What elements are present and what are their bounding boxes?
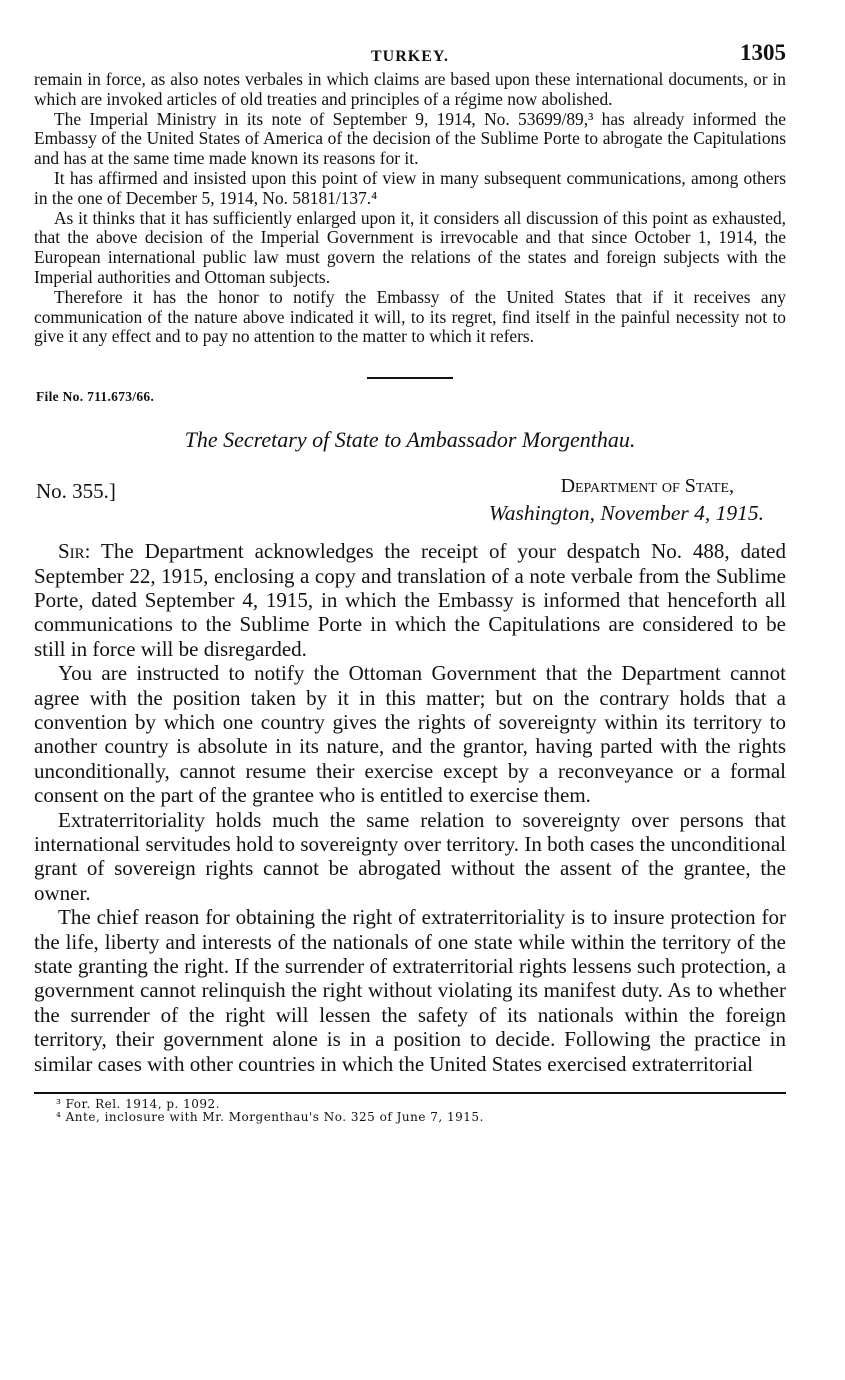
upper-text-block xyxy=(34,70,786,347)
section-divider xyxy=(367,377,453,379)
page-header xyxy=(34,36,786,70)
paragraph xyxy=(34,539,786,661)
paragraph-text: The Department acknowledges the receipt of your despatch No. 488, dated September 22, 1915, enclosing a copy and translation of a note verbale from the Sublime Porte, dated September 4, 1915, in which the Embassy is informed that henceforth all communications to the Sublime Porte in which the Capitulations are considered to be still in force will be disregarded. xyxy=(34,539,787,661)
footnotes xyxy=(34,1098,786,1124)
salutation: Sir: xyxy=(58,539,91,564)
dateline xyxy=(34,475,786,537)
footnote-divider xyxy=(34,1092,786,1094)
document-number: No. 355.] xyxy=(36,479,116,504)
paragraph: The chief reason for obtaining the right of extraterritoriality is to insure protection for the life, liberty and interests of the nationals of one state while within the territory of the state granting the right. If the surrender of extraterritorial rights lessens such protection, a government cannot relinquish the right without violating its manifest duty. As to whether the surrender of the right will lessen the safety of its nationals within the foreign territory, their government alone is in a position to decide. Following the practice in similar cases with other countries in which the United States exercised extraterritorial xyxy=(34,905,786,1076)
paragraph: remain in force, as also notes verbales in which claims are based upon these international documents, or in which are invoked articles of old treaties and principles of a régime now abolished. xyxy=(34,69,786,109)
document-title: The Secretary of State to Ambassador Morgenthau. xyxy=(184,427,636,453)
paragraph: Extraterritoriality holds much the same relation to sovereignty over persons that international servitudes hold to sovereignty over territory. In both cases the unconditional grant of sovereign rights cannot be abrogated without the assent of the grantee, the owner. xyxy=(34,807,786,905)
department-name: Department of State, xyxy=(560,475,734,498)
paragraph: The Imperial Ministry in its note of September 9, 1914, No. 53699/89,³ has already informed the Embassy of the United States of America of the decision of the Sublime Porte to abrogate the Capitulations and has at the same time made known its reasons for it. xyxy=(34,108,786,169)
letter-body xyxy=(34,539,786,1076)
paragraph: It has affirmed and insisted upon this point of view in many subsequent communications, among others in the one of December 5, 1914, No. 58181/137.⁴ xyxy=(34,167,786,208)
paragraph: Therefore it has the honor to notify the Embassy of the United States that if it receives any communication of the nature above indicated it will, to its regret, find itself in the painful necessity not to give it any effect and to pay no attention to the matter to which it refers. xyxy=(34,286,786,347)
footnote: ³ For. Rel. 1914, p. 1092. xyxy=(56,1097,221,1112)
document-page xyxy=(34,36,786,1124)
footnote: ⁴ Ante, inclosure with Mr. Morgenthau's No. 325 of June 7, 1915. xyxy=(56,1110,484,1125)
page-number: 1305 xyxy=(740,40,786,65)
paragraph: You are instructed to notify the Ottoman Government that the Department cannot agree with the position taken by it in this matter; but on the contrary holds that a convention by which one country gives the rights of sovereignty within its territory to another country is absolute in its nature, and the grantor, having parted with the rights unconditionally, cannot resume their exercise except by a reconveyance or a formal consent on the part of the grantee who is entitled to exercise them. xyxy=(34,661,786,808)
place-and-date: Washington, November 4, 1915. xyxy=(488,501,764,526)
running-title: TURKEY. xyxy=(371,48,449,65)
file-number: File No. 711.673/66. xyxy=(36,389,155,405)
paragraph: As it thinks that it has sufficiently enlarged upon it, it considers all discussion of this point as exhausted, that the above decision of the Imperial Government is irrevocable and that since October 1, 1914, the European international public law must govern the relations of the states and foreign subjects with the Imperial authorities and Ottoman subjects. xyxy=(34,207,786,287)
